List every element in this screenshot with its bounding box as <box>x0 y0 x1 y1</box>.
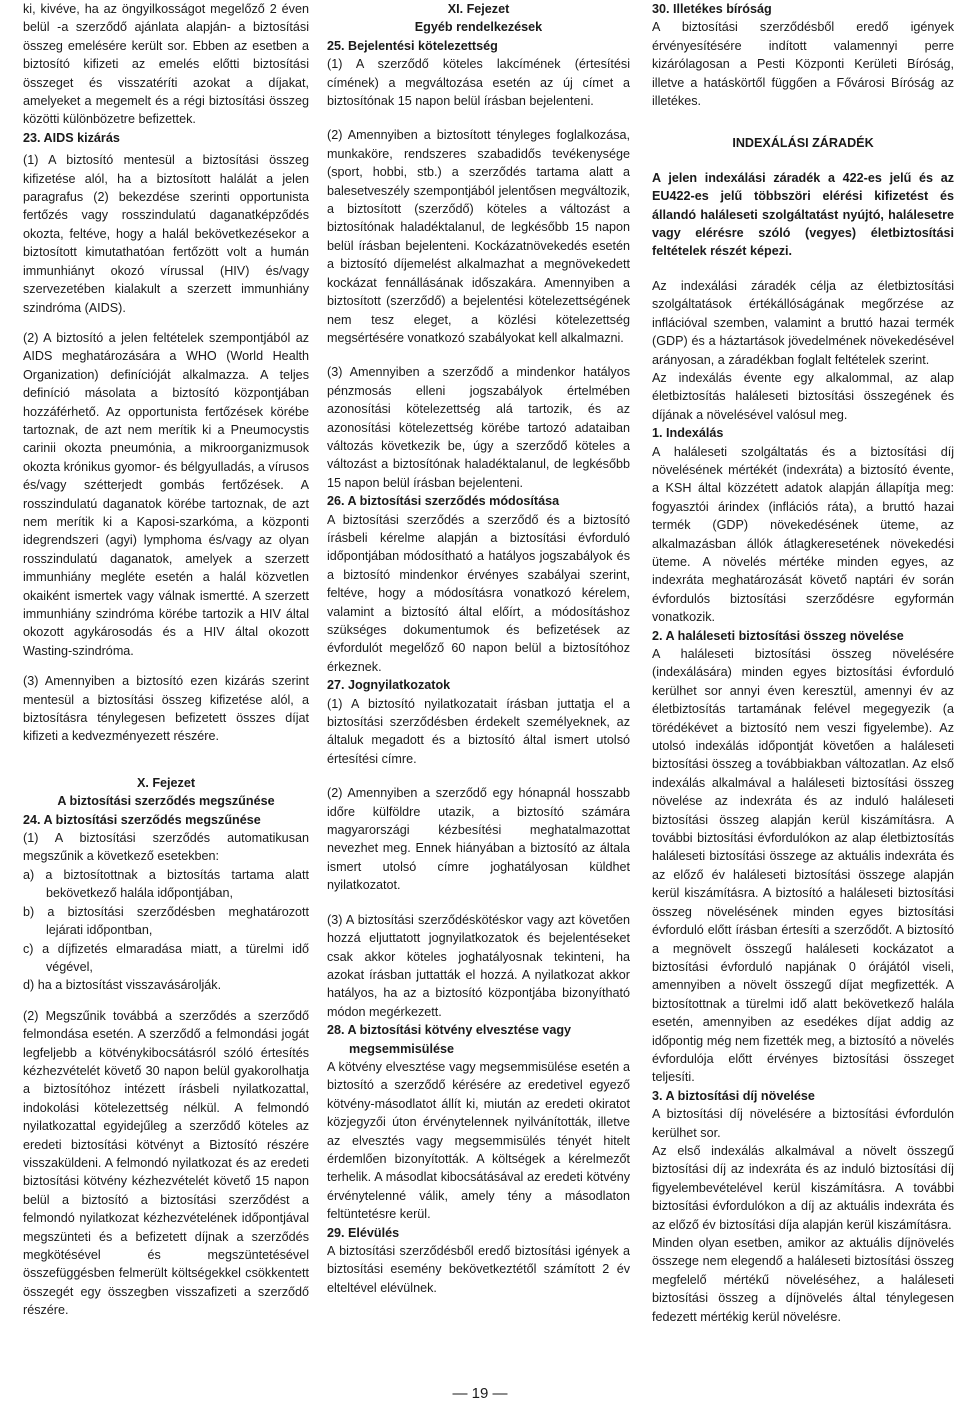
section-24-para-2: (2) Megszűnik továbbá a szerződés a szerződő felmondása esetén. A szerződő a felmondási jogát legfeljebb a kötvénykibocsátásról szóló értesítés kézhezvételét követő 30 napon belül gyakorolhatja a biztosítóhoz intézett írásbeli nyilatkozattal, indokolási kötelezettség nélkül. A felmondó nyilatkozattal egyidejűleg a szerződő köteles az eredeti biztosítási kötvényt a Biztosító részére visszaküldeni. A felmondó nyilatkozat és az eredeti biztosítási kötvény kézhezvételét követő 15 napon belül a biztosító a biztosítási szerződést a felmondó nyilatkozat kézhezvételének időpontjával megszünteti és a befizetett díjnak a szerződés megkötésével és megszüntetésével összefüggésben felmerült költségekkel csökkentett összegét egy összegben visszafizeti a szerződő részére. <box>23 1008 309 1318</box>
chapter-11-number: XI. Fejezet <box>447 2 510 16</box>
section-26-para: A biztosítási szerződés a szerződő és a biztosító írásbeli kérelme alapján a biztosítási évforduló időpontjában módosítható a hatályos jogszabályok és a biztosító mindenkor érvényes szabályai szerint, feltéve, hogy a módosításra vonatkozó kérelem, valamint a biztosító által előírt, a módosításhoz szükséges dokumentumok és befizetések az évfordulót megelőző 60 napon belül a biztosítóhoz érkeznek. <box>327 512 630 674</box>
section-24-item-a: a) a biztosítottnak a biztosítás tartama alatt bekövetkező halála időpontjában, <box>23 867 309 901</box>
section-25-para-2: (2) Amennyiben a biztosított tényleges foglalkozása, munkaköre, rendszeres szabadidős tevékenysége (sport, hobbi, stb.) a szerződés tartama alatt a balesetveszély szempontjából jelentősen megváltozik, a biztosított (szerződő) köteles a változást a biztosítónak haladéktalanul, de legkésőbb 15 napon belül írásban bejelenteni. Kockázatnövekedés esetén a biztosító díjemelést alkalmazhat a megnövekedett kockázat fennállásának időszakára. Amennyiben a biztosított (szerződő) a bejelentési kötelezettségének nem tesz eleget, a közlési kötelezettség megsértésére vonatkozó szabályokat kell alkalmazni. <box>327 128 630 345</box>
section-28-title-line-1: 28. A biztosítási kötvény elvesztése vagy <box>327 1023 572 1038</box>
section-24-item-c: c) a díjfizetés elmaradása miatt, a türelmi idő végével, <box>23 941 309 974</box>
section-26-title: 26. A biztosítási szerződés módosítása <box>327 494 560 509</box>
column-middle <box>327 0 630 1297</box>
section-27-para-3: (3) A biztosítási szerződéskötéskor vagy azt követően hozzá eljuttatott jognyilatkozatok és bejelentéseket csak akkor köteles joghatályosnak tekinteni, ha azokat írásban juttatták el hozzá. A nyilatkozat akkor hatályos, ha az a biztosító központjába bizonyítható módon megérkezett. <box>327 912 630 1019</box>
column-left <box>23 0 309 1320</box>
section-23-para-2: (2) A biztosító a jelen feltételek szempontjából az AIDS meghatározására a WHO (World Health Organization) definícióját alkalmazza. A teljes definíció másolata a biztosító központjában hozzáférhető. Az opportunista fertőzések körébe tartoznak, de azt nem merítik ki a Pneumocystis carinii okozta pneumónia, a mikroorganizmusok okozta krónikus gyomor- és bélgyulladás, a vírusos és/vagy szétterjedt gombás fertőzések. A rosszindulatú daganatok körébe tartoznak, de azt nem merítik ki a Kaposi-szarkóma, a központi idegrendszeri (agyi) lymphoma és/vagy az olyan rosszindulatú daganatok, amelyek a szerzett immunhiány megléte esetén a halál közvetlen okaiként ismertek vagy válnak ismertté. A szerzett immunhiány szindróma körébe tartozik a HIV által okozott agykárosodás és a HIV által okozott Wasting-szindróma. <box>23 330 309 658</box>
continued-paragraph: ki, kivéve, ha az öngyilkosságot megelőző 2 éven belül -a szerződő ajánlata alapján- a biztosítási összeg emelésére került sor. Ebben az esetben a biztosító kifizeti az emelés előtti biztosítási összeget és visszatéríti azokat a díjakat, amelyeket a megemelt és a régi biztosítási összeg közötti különbözetre befizettek. <box>23 2 309 127</box>
index-section-2-para: A haláleseti biztosítási összeg növelésére (indexálására) minden egyes biztosítási évforduló kerülhet sor annyi éven keresztül, amennyi év az életbiztosítás tartamának felével megegyezik (a törédékévet a biztosító nem veszi figyelembe). Az utolsó indexálás időpontját követően a haláleseti biztosítási összeg a továbbiakban változatlan. Az első indexálás alkalmával a haláleseti biztosítási összeg növelése az indexráta és az induló haláleseti biztosítási összeg alapján kerül kiszámításra. A további biztosítási évfordulókon az alap életbiztosítás haláleseti biztosítási összege az aktuális indexráta és az előző év haláleseti biztosítási összege alapján kerül kiszámításra. A biztosító a haláleseti biztosítási összeg növelésének minden egyes biztosítási évforduló előtt írásban értesíti a szerződőt. A biztosító a megnövelt összegű haláleseti kockázatot a biztosítási évforduló napjának 0 órájától viseli, amennyiben a növelt összegű díjat megfizették. A biztosítottnak a türelmi idő alatt bekövetkező halála esetén, amennyiben az esedékes díjat addig az időpontig még nem fizették meg, a biztosító a növelés évfordulója előtt érvényes biztosítási összeget teljesíti. <box>652 647 954 1085</box>
section-24-para-1: (1) A biztosítási szerződés automatikusan megszűnik a következő esetekben: <box>23 831 309 864</box>
chapter-10-title: A biztosítási szerződés megszűnése <box>57 794 275 809</box>
index-section-2-title: 2. A haláleseti biztosítási összeg növelése <box>652 628 904 643</box>
chapter-11-title: Egyéb rendelkezések <box>414 20 543 35</box>
column-right <box>652 0 954 1326</box>
section-24-item-b: b) a biztosítási szerződésben meghatározott lejárati időpontban, <box>23 904 309 938</box>
index-section-1-para: A haláleseti szolgáltatás és a biztosítási díj növelésének mértékét (indexráta) a biztosító évente, a KSH által közzétett adatok alapján állapítja meg: fogyasztói árindex (inflációs ráta), a bruttó hazai termék (GDP) növekedésének üteme, az alkalmazásban állók átlagkeresetének növekedési üteme. A növelés mértéke minden egyes, az indexráta meghatározását követő naptári év során évfordulós biztosítási szerződésre egyformán vonatkozik. <box>652 444 954 625</box>
section-28-para: A kötvény elvesztése vagy megsemmisülése esetén a biztosító a szerződő kérésére az eredetivel egyező kötvény-másodlatot állít ki, miután az eredeti okiratot közjegyzői úton érvénytelennek nyilvánították, illetve az elvesztés vagy megsemmisülés tényét hitelt érdemlően bizonyították. A költségek a kérelmezőt terhelik. A másodlat kibocsátásával az eredeti kötvény érvénytelenné válik, amely tény a másodlaton feltüntetésre kerül. <box>327 1059 630 1222</box>
section-29-title: 29. Elévülés <box>327 1225 400 1240</box>
chapter-10-number: X. Fejezet <box>136 775 196 790</box>
section-23-title: 23. AIDS kizárás <box>23 130 120 145</box>
page-number: — 19 — <box>452 1385 508 1402</box>
index-section-3-para-2: Az első indexálás alkalmával a növelt összegű biztosítási díj az indexráta és az induló biztosítási díj figyelembevételével kerül kiszámításra. A további biztosítási évfordulókon a díj az aktuális indexráta és az előző év biztosítási díja alapján kerül kiszámításra. <box>652 1143 954 1232</box>
section-23-para-1: (1) A biztosító mentesül a biztosítási összeg kifizetése alól, ha a biztosított halálát a jelen paragrafus (2) bekezdése szerinti opportunista fertőzés vagy rosszindulatú daganatképződés okozta, feltéve, hogy a halál bekövetkezésekor a biztosított kimutathatóan fertőzött volt a humán immunhiányt okozó vírussal (HIV) és/vagy szervezetében kialakult a szerzett immunhiány szindróma (AIDS). <box>23 153 309 315</box>
section-27-title: 27. Jognyilatkozatok <box>327 678 451 693</box>
index-section-3-para-1: A biztosítási díj növelésére a biztosítási évfordulón kerülhet sor. <box>652 1107 954 1140</box>
index-section-1-title: 1. Indexálás <box>652 426 724 441</box>
section-24-item-d: d) ha a biztosítást visszavásárolják. <box>23 978 222 993</box>
index-clause-para-1: Az indexálási záradék célja az életbiztosítási szolgáltatások értékállóságának megőrzése az inflációval szemben, valamint a bruttó hazai termék (GDP) és a háztartások jövedelmének növekedésével arányosan, a záradékban foglalt feltételek szerint. <box>652 278 954 367</box>
index-section-3-title: 3. A biztosítási díj növelése <box>652 1088 815 1103</box>
section-23-para-3: (3) Amennyiben a biztosító ezen kizárás szerint mentesül a biztosítási összeg kifizetése alól, a biztosításra ténylegesen befizetett összes díjat kifizeti a kedvezményezett részére. <box>23 674 309 744</box>
index-clause-para-2: Az indexálás évente egy alkalommal, az alap életbiztosítás haláleseti biztosítási összegének és díjának a növelésével valósul meg. <box>652 370 954 422</box>
section-25-para-1: (1) A szerződő köteles lakcímének (értesítési címének) a megváltozása esetén az új címet a biztosítónak 15 napon belül írásban bejelenteni. <box>327 57 630 109</box>
section-30-title: 30. Illetékes bíróság <box>652 2 772 16</box>
index-clause-intro: A jelen indexálási záradék a 422-es jelű és az EU422-es jelű többszöri elérési kifizetést és állandó haláleseti szolgáltatást nyújtó, halálesetre vagy elérésre szóló (vegyes) életbiztosítási feltételek részét képezi. <box>652 170 954 259</box>
section-28-title-line-2: megsemmisülése <box>349 1041 455 1056</box>
section-25-title: 25. Bejelentési kötelezettség <box>327 38 498 53</box>
section-25-para-3: (3) Amennyiben a szerződő a mindenkor hatályos pénzmosás elleni jogszabályok értelmében azonosítási kötelezettség alá tartozik, és az azonosítási kötelezettség körébe tartozó adataiban változás következik be, úgy a szerződő köteles a változást a biztosítónak haladéktalanul, de legkésőbb 15 napon belül írásban bejelenteni. <box>327 365 630 490</box>
index-section-3-para-3: Minden olyan esetben, amikor az aktuális díjnövelés összege nem elegendő a haláleseti biztosítási összeg megfelelő mértékű növeléséhez, a haláleseti biztosítási összeg a díjnövelés által ténylegesen fedezett mértékig kerül növelésre. <box>652 1236 954 1324</box>
index-clause-title: INDEXÁLÁSI ZÁRADÉK <box>732 136 874 151</box>
section-27-para-2: (2) Amennyiben a szerződő egy hónapnál hosszabb időre külföldre utazik, a biztosító számára magyarországi kézbesítési meghatalmazottat nevezhet meg. Ennek hiányában a biztosító az általa ismert utolsó címre joghatályosan küldhet nyilatkozatot. <box>327 786 630 893</box>
section-27-para-1: (1) A biztosító nyilatkozatait írásban juttatja el a biztosítási szerződésben érdekelt személyeknek, az általuk megadott és a biztosító által ismert utolsó értesítési címre. <box>327 696 630 766</box>
section-30-para: A biztosítási szerződésből eredő igények érvényesítésére indított valamennyi perre kizárólagosan a Pesti Központi Kerületi Bíróság, illetve a hatáskörtől függően a Fővárosi Bíróság az illetékes. <box>652 20 954 109</box>
section-24-title: 24. A biztosítási szerződés megszűnése <box>23 812 261 827</box>
section-29-para: A biztosítási szerződésből eredő biztosítási igények a biztosítási esemény bekövetkeztétől számított 2 év elteltével elévülnek. <box>327 1244 630 1295</box>
